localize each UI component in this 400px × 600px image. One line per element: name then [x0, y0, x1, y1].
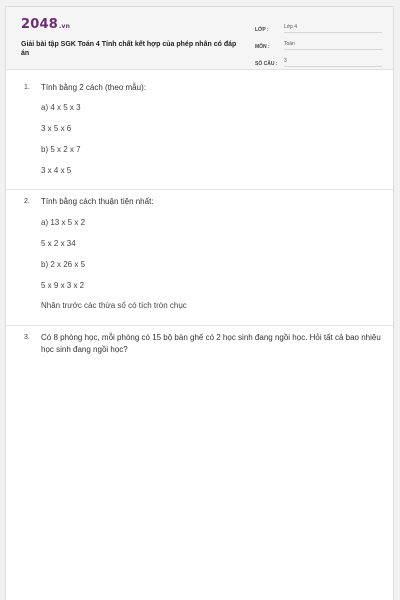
question-line: Nhân trước các thừa số có tích tròn chục: [41, 301, 187, 310]
meta-value: Toán: [284, 41, 382, 50]
meta-value: 3: [284, 58, 382, 67]
logo-text: 2048: [21, 17, 58, 32]
document-title: Giải bài tập SGK Toán 4 Tính chất kết hợp của phép nhân có đáp án: [21, 41, 237, 57]
question-line: b) 2 x 26 x 5: [41, 260, 86, 269]
meta-label: LỚP :: [255, 27, 269, 33]
question-line: a) 4 x 5 x 3: [41, 103, 81, 112]
meta-row-subject: [255, 36, 382, 50]
question-divider: [6, 325, 393, 326]
question-text: Tính bằng 2 cách (theo mẫu):: [41, 83, 146, 92]
meta-label: SỐ CÂU :: [255, 61, 278, 67]
question-line: b) 5 x 2 x 7: [41, 145, 81, 154]
question-line: 3 x 5 x 6: [41, 124, 72, 133]
meta-label: MÔN :: [255, 44, 270, 50]
question-line: 5 x 9 x 3 x 2: [41, 281, 85, 290]
question-divider: [6, 189, 393, 190]
document-header: [6, 7, 393, 70]
question-number: 1.: [24, 84, 30, 91]
question-number: 2.: [24, 198, 30, 205]
document-page: [5, 6, 394, 600]
site-logo[interactable]: [21, 17, 70, 32]
meta-value: Lớp 4: [284, 24, 382, 33]
question-number: 3.: [24, 334, 30, 341]
meta-row-count: [255, 53, 382, 67]
question-line: 5 x 2 x 34: [41, 239, 76, 248]
question-line: a) 13 x 5 x 2: [41, 218, 86, 227]
question-text: Tính bằng cách thuận tiện nhất:: [41, 197, 154, 206]
question-line: 3 x 4 x 5: [41, 166, 72, 175]
meta-row-grade: [255, 19, 382, 33]
question-text: Có 8 phòng học, mỗi phòng có 15 bộ bàn ghế có 2 học sinh đang ngồi học. Hỏi tất cả bao nhiêu học sinh đang ngồi học?: [41, 333, 381, 354]
document-meta: [255, 19, 382, 70]
logo-tld: .vn: [58, 23, 71, 30]
